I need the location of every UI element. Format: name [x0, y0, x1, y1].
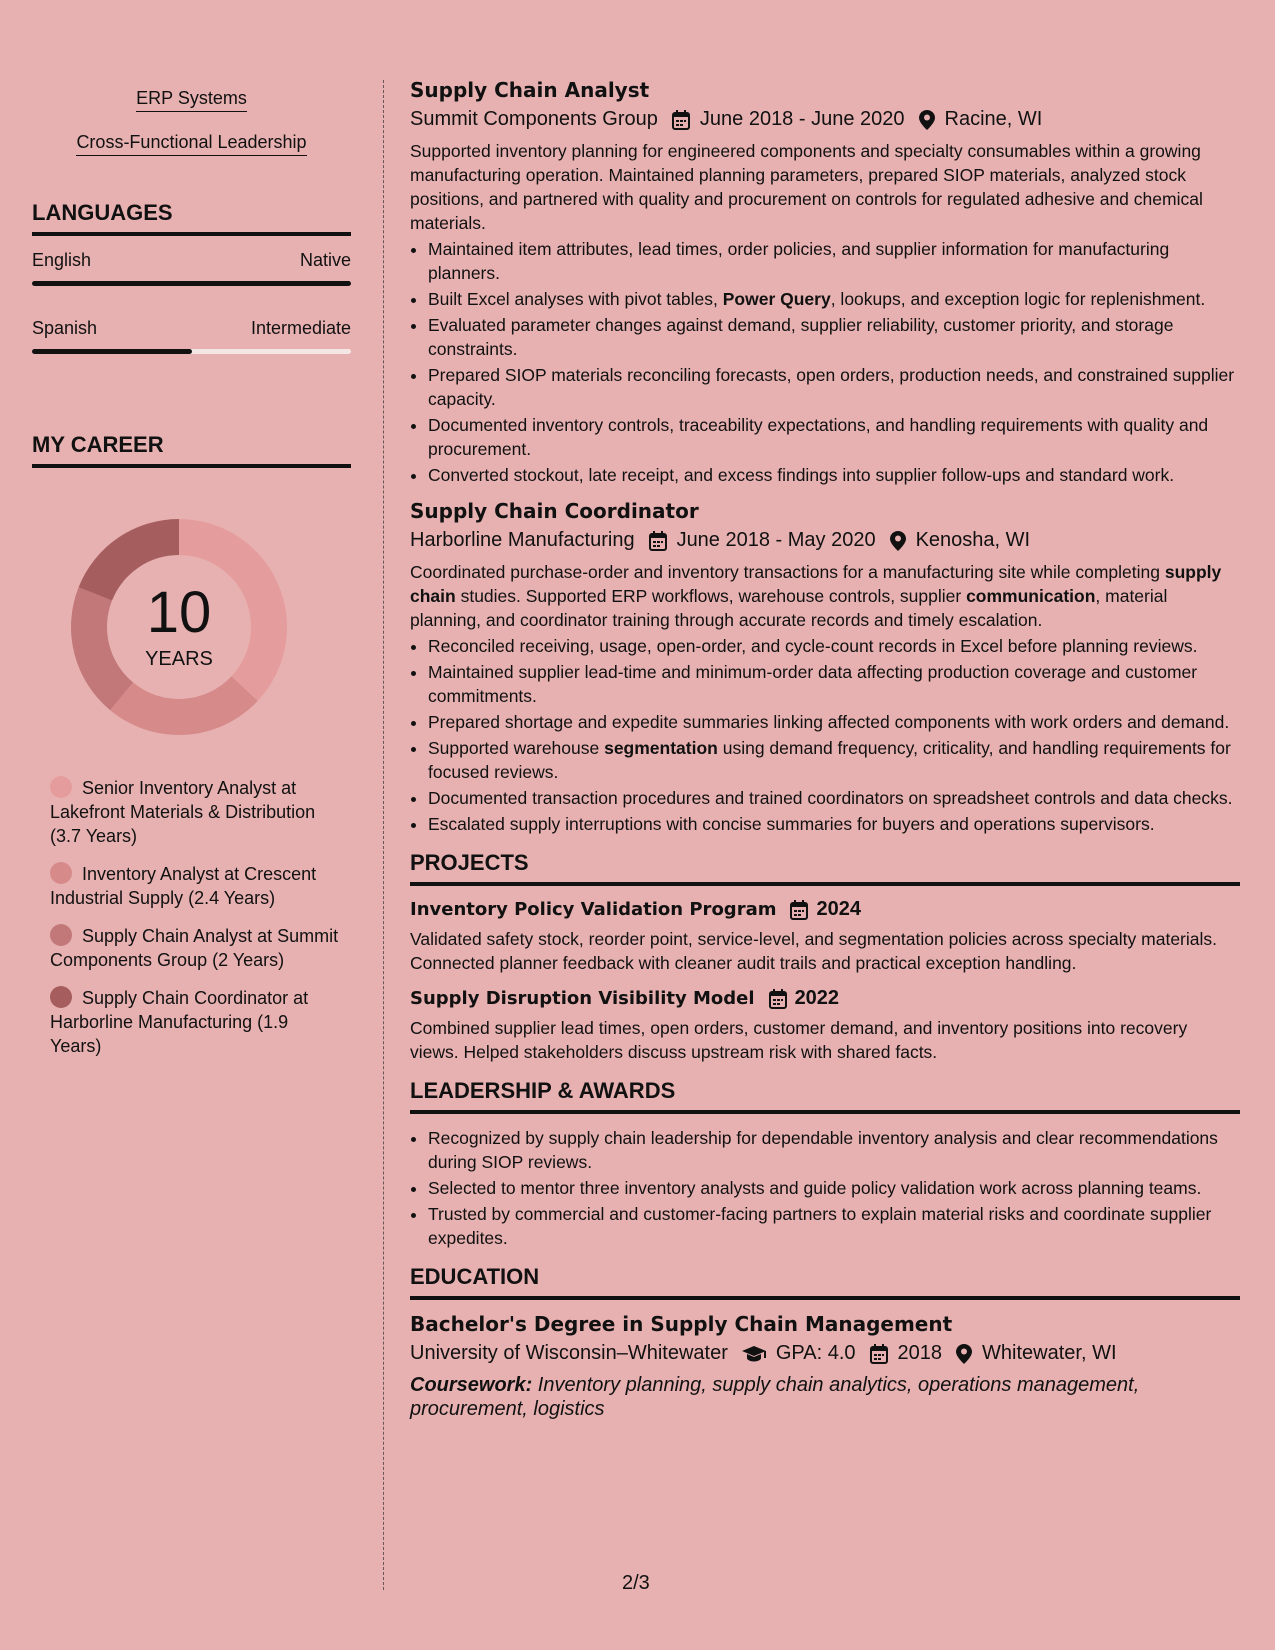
language-bar — [32, 281, 351, 286]
bullet-item: • Reconciled receiving, usage, open-order, and cycle-count records in Excel before planning reviews. — [428, 634, 1240, 658]
skill-item: ERP Systems — [32, 88, 351, 112]
language-row — [32, 250, 351, 271]
bullet-item: • Selected to mentor three inventory analysts and guide policy validation work across planning teams. — [428, 1176, 1240, 1200]
project-entry — [410, 987, 1240, 1064]
career-donut — [64, 512, 294, 742]
bullet-item: • Trusted by commercial and customer-facing partners to explain material risks and coordinate supplier expedites. — [428, 1202, 1240, 1250]
school-location: Whitewater, WI — [982, 1342, 1117, 1364]
skills-list — [32, 0, 351, 156]
legend-dot — [50, 776, 72, 798]
language-name: Spanish — [32, 318, 98, 338]
job-title: Supply Chain Analyst — [410, 78, 650, 102]
calendar-icon — [790, 900, 808, 920]
leadership-section — [410, 1078, 1240, 1250]
bullet-item: • Maintained item attributes, lead times, order policies, and supplier information for manufacturing planners. — [428, 237, 1240, 285]
bullet-item: • Prepared SIOP materials reconciling forecasts, open orders, production needs, and constrained supplier capacity. — [428, 363, 1240, 411]
career-total: 10 — [146, 579, 212, 645]
job-company: Summit Components Group — [410, 108, 658, 130]
graduation-cap-icon — [742, 1345, 766, 1363]
language-row — [32, 318, 351, 339]
page-number: 2/3 — [622, 1572, 650, 1594]
job-description: Coordinated purchase-order and inventory transactions for a manufacturing site while completing supply chain studies. Supported ERP workflows, warehouse controls, supplier communication, material planning, and coordinator training through accurate records and timely escalation. — [410, 562, 1222, 630]
leadership-bullets — [410, 1126, 1240, 1250]
job-entry — [410, 499, 1240, 836]
project-year: 2022 — [794, 987, 840, 1009]
map-pin-icon — [890, 531, 906, 551]
project-title-row — [410, 898, 1240, 921]
column-divider — [383, 80, 384, 1590]
legend-dot — [50, 862, 72, 884]
graduation-year: 2018 — [897, 1342, 943, 1364]
map-pin-icon — [919, 110, 935, 130]
project-title-row — [410, 987, 1240, 1010]
bullet-item: • Maintained supplier lead-time and minimum-order data affecting production coverage and customer commitments. — [428, 660, 1240, 708]
career-section — [32, 432, 351, 1058]
legend-item: Inventory Analyst at Crescent Industrial Supply (2.4 Years) — [50, 864, 317, 908]
bullet-item: • Prepared shortage and expedite summaries linking affected components with work orders and demand. — [428, 710, 1240, 734]
bullet-item: • Recognized by supply chain leadership for dependable inventory analysis and clear recommendations during SIOP reviews. — [428, 1126, 1240, 1174]
job-location: Racine, WI — [944, 108, 1043, 130]
legend-dot — [50, 986, 72, 1008]
bullet-item: • Evaluated parameter changes against demand, supplier reliability, customer priority, and storage constraints. — [428, 313, 1240, 361]
legend-dot — [50, 924, 72, 946]
language-name: English — [32, 250, 92, 270]
project-title: Inventory Policy Validation Program — [410, 899, 777, 920]
main-content — [410, 78, 1240, 1421]
coursework: Coursework: Inventory planning, supply chain analytics, operations management, procurement, logistics — [410, 1374, 1140, 1420]
leadership-heading: LEADERSHIP & AWARDS — [410, 1078, 1240, 1114]
bullet-item: • Documented inventory controls, traceability expectations, and handling requirements with quality and procurement. — [428, 413, 1240, 461]
job-title: Supply Chain Coordinator — [410, 499, 699, 523]
bullet-item: • Documented transaction procedures and trained coordinators on spreadsheet controls and data checks. — [428, 786, 1240, 810]
languages-heading: LANGUAGES — [32, 200, 351, 236]
projects-heading: PROJECTS — [410, 850, 1240, 886]
job-meta — [410, 108, 1240, 131]
gpa: GPA: 4.0 — [775, 1342, 856, 1364]
career-unit: YEARS — [145, 647, 213, 670]
bullet-item: • Supported warehouse segmentation using demand frequency, criticality, and handling requirements for focused reviews. — [428, 736, 1240, 784]
job-dates: June 2018 - May 2020 — [676, 529, 876, 551]
calendar-icon — [649, 531, 667, 551]
job-company: Harborline Manufacturing — [410, 529, 635, 551]
job-dates: June 2018 - June 2020 — [699, 108, 905, 130]
education-section — [410, 1264, 1240, 1421]
language-bar — [32, 349, 351, 354]
language-level: Native — [299, 250, 351, 270]
job-bullets — [410, 237, 1240, 487]
bullet-item: • Converted stockout, late receipt, and excess findings into supplier follow-ups and standard work. — [428, 463, 1240, 487]
education-heading: EDUCATION — [410, 1264, 1240, 1300]
language-bar-fill — [32, 349, 192, 354]
project-title: Supply Disruption Visibility Model — [410, 988, 755, 1009]
job-description: Supported inventory planning for engineered components and specialty consumables within a growing manufacturing operation. Maintained planning parameters, prepared SIOP materials, analyzed stock positions, and partnered with quality and procurement on controls for regulated adhesive and chemical materials. — [410, 141, 1203, 233]
skill-item: Cross-Functional Leadership — [32, 132, 351, 156]
projects-section — [410, 850, 1240, 1064]
calendar-icon — [769, 989, 787, 1009]
legend-item: Supply Chain Analyst at Summit Components Group (2 Years) — [50, 926, 339, 970]
job-meta — [410, 529, 1240, 552]
job-bullets — [410, 634, 1240, 836]
job-entry — [410, 78, 1240, 487]
legend-item: Senior Inventory Analyst at Lakefront Materials & Distribution (3.7 Years) — [50, 778, 316, 846]
calendar-icon — [672, 110, 690, 130]
career-heading: MY CAREER — [32, 432, 351, 468]
map-pin-icon — [956, 1344, 972, 1364]
bullet-item: • Escalated supply interruptions with concise summaries for buyers and operations supervisors. — [428, 812, 1240, 836]
legend-item: Supply Chain Coordinator at Harborline Manufacturing (1.9 Years) — [50, 988, 309, 1056]
project-description: Validated safety stock, reorder point, service-level, and segmentation policies across specialty materials. Connected planner feedback with cleaner audit trails and practical exception handling. — [410, 929, 1217, 973]
career-legend — [50, 776, 340, 1058]
language-level: Intermediate — [250, 318, 351, 338]
school-name: University of Wisconsin–Whitewater — [410, 1342, 728, 1364]
languages-section — [32, 200, 351, 354]
donut-center — [64, 512, 294, 742]
calendar-icon — [870, 1344, 888, 1364]
job-location: Kenosha, WI — [915, 529, 1031, 551]
sidebar — [32, 0, 351, 1072]
language-bar-fill — [32, 281, 351, 286]
bullet-item: • Built Excel analyses with pivot tables, Power Query, lookups, and exception logic for replenishment. — [428, 287, 1240, 311]
project-description: Combined supplier lead times, open orders, customer demand, and inventory positions into recovery views. Helped stakeholders discuss upstream risk with shared facts. — [410, 1018, 1188, 1062]
degree-title: Bachelor's Degree in Supply Chain Management — [410, 1312, 953, 1336]
project-entry — [410, 898, 1240, 975]
education-meta — [410, 1342, 1240, 1365]
project-year: 2024 — [816, 898, 861, 920]
